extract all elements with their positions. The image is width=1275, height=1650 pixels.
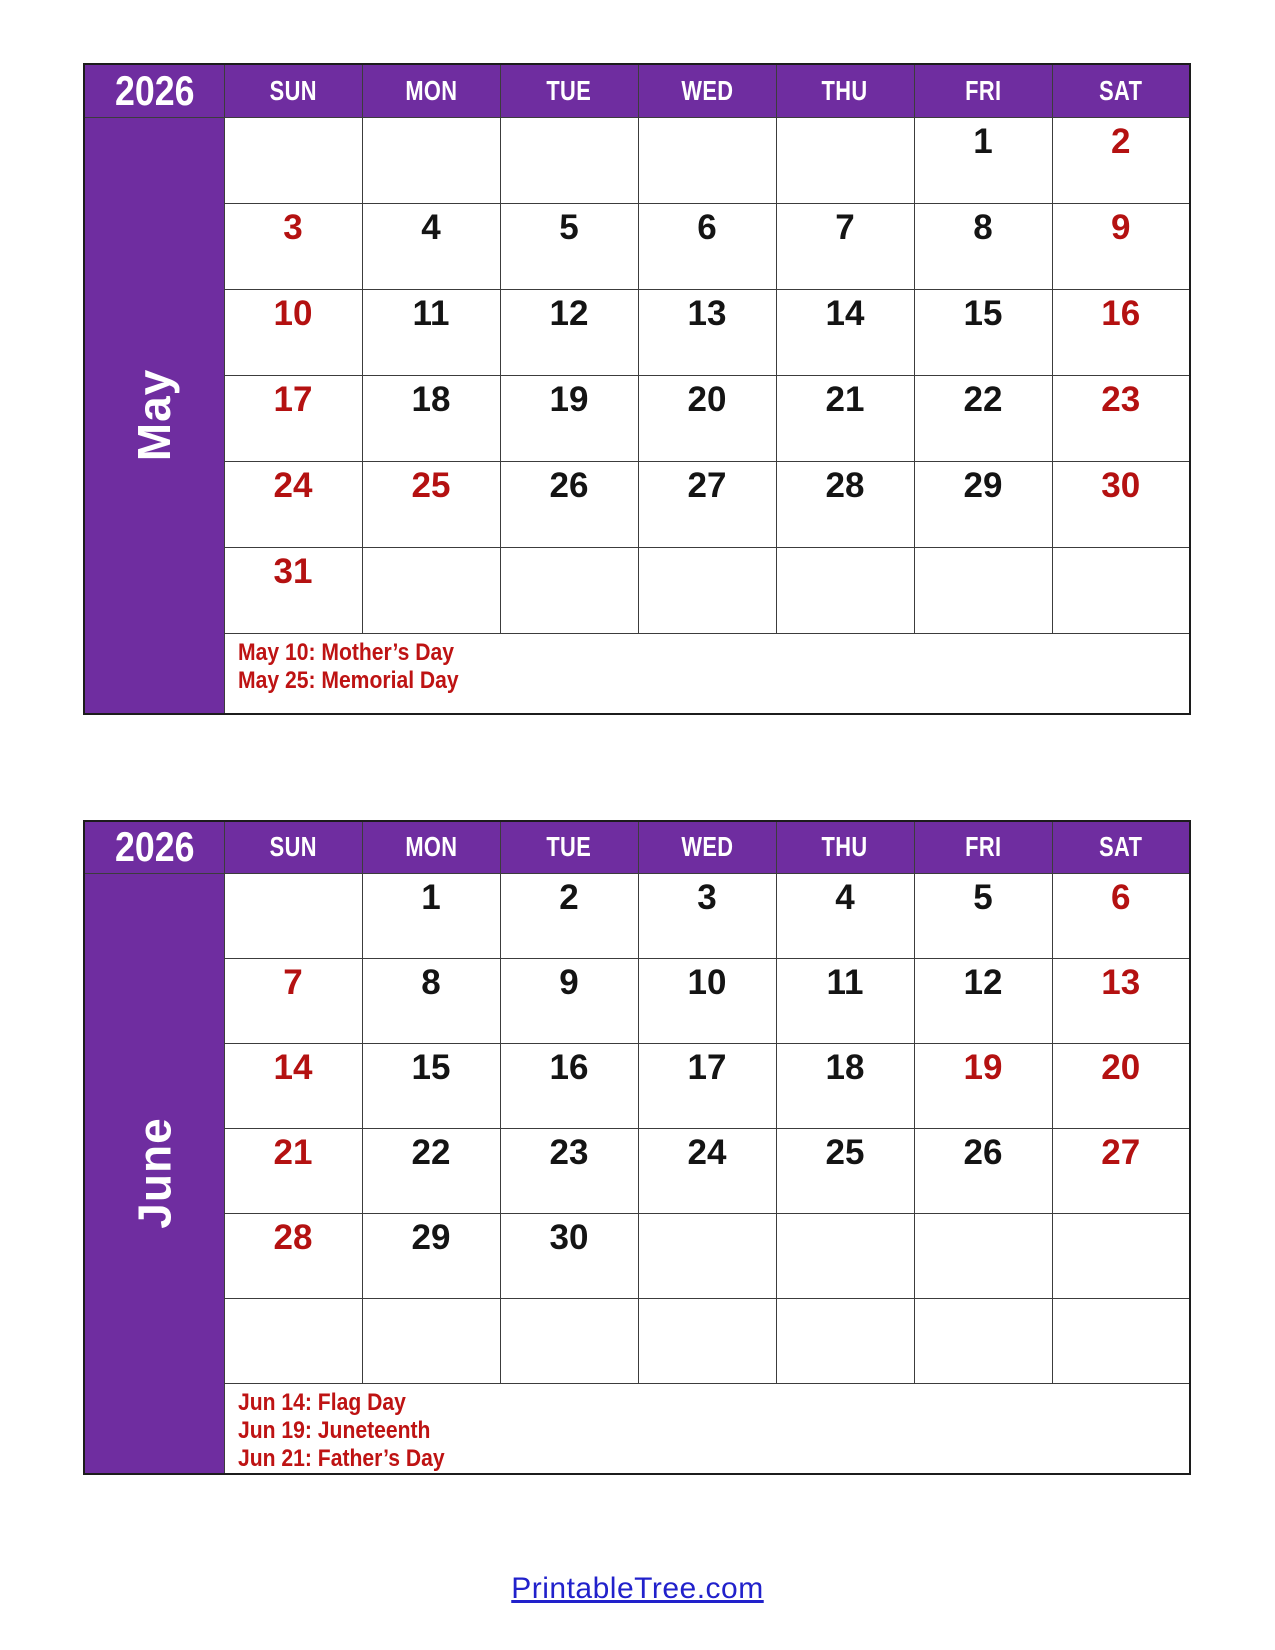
- may-2026-calendar: [83, 63, 1189, 715]
- day-header-tue: [500, 64, 638, 117]
- date-cell: 2: [1052, 117, 1190, 203]
- date-cell: [224, 1298, 362, 1383]
- date-cell: 29: [362, 1213, 500, 1298]
- date-cell: 31: [224, 547, 362, 633]
- week-row: [84, 1128, 1190, 1213]
- date-cell: 15: [914, 289, 1052, 375]
- day-header-label: FRI: [964, 74, 1002, 106]
- date-cell: 14: [776, 289, 914, 375]
- date-cell: [224, 117, 362, 203]
- date-cell: 8: [914, 203, 1052, 289]
- date-cell: 18: [362, 375, 500, 461]
- june-2026-calendar: [83, 820, 1189, 1475]
- date-cell: [776, 1213, 914, 1298]
- day-header-label: MON: [404, 74, 458, 106]
- date-cell: [776, 1298, 914, 1383]
- holiday-line: Jun 21: Father’s Day: [237, 1444, 445, 1472]
- day-header-tue: [500, 821, 638, 873]
- date-cell: 30: [1052, 461, 1190, 547]
- year-label: 2026: [114, 66, 194, 114]
- day-header-label: THU: [821, 831, 869, 863]
- page-footer: [0, 1572, 1275, 1606]
- date-cell: [362, 1298, 500, 1383]
- month-sidebar: [84, 873, 224, 1474]
- week-row: [84, 1043, 1190, 1128]
- date-cell: 28: [224, 1213, 362, 1298]
- date-cell: [638, 117, 776, 203]
- date-cell: 20: [1052, 1043, 1190, 1128]
- date-cell: 11: [362, 289, 500, 375]
- printabletree-link[interactable]: PrintableTree.com: [511, 1572, 764, 1605]
- week-row: [84, 289, 1190, 375]
- day-header-label: SAT: [1099, 831, 1143, 863]
- date-cell: 21: [776, 375, 914, 461]
- day-header-sat: [1052, 821, 1190, 873]
- date-cell: [914, 1298, 1052, 1383]
- date-cell: [638, 1213, 776, 1298]
- date-cell: 25: [362, 461, 500, 547]
- date-cell: 12: [500, 289, 638, 375]
- date-cell: 1: [914, 117, 1052, 203]
- day-header-fri: [914, 64, 1052, 117]
- day-header-label: TUE: [546, 831, 592, 863]
- date-cell: [914, 1213, 1052, 1298]
- date-cell: 9: [500, 958, 638, 1043]
- date-cell: [500, 1298, 638, 1383]
- date-cell: 15: [362, 1043, 500, 1128]
- date-cell: 10: [638, 958, 776, 1043]
- week-row: [84, 461, 1190, 547]
- date-cell: [500, 117, 638, 203]
- date-cell: [638, 1298, 776, 1383]
- date-cell: [224, 873, 362, 958]
- day-header-label: WED: [680, 831, 734, 863]
- day-header-label: TUE: [546, 74, 592, 106]
- day-header-sat: [1052, 64, 1190, 117]
- week-row: [84, 375, 1190, 461]
- june-calendar-table: [83, 820, 1191, 1475]
- holiday-notes-cell: [224, 633, 1190, 714]
- date-cell: [914, 547, 1052, 633]
- date-cell: 21: [224, 1128, 362, 1213]
- date-cell: [1052, 547, 1190, 633]
- date-cell: [1052, 1213, 1190, 1298]
- day-header-thu: [776, 64, 914, 117]
- date-cell: 16: [1052, 289, 1190, 375]
- week-row: [84, 117, 1190, 203]
- date-cell: [362, 547, 500, 633]
- day-header-label: SUN: [269, 74, 317, 106]
- date-cell: 4: [362, 203, 500, 289]
- date-cell: 7: [224, 958, 362, 1043]
- date-cell: 16: [500, 1043, 638, 1128]
- date-cell: [776, 117, 914, 203]
- may-calendar-table: [83, 63, 1191, 715]
- day-header-label: SUN: [269, 831, 317, 863]
- holiday-notes-cell: [224, 1383, 1190, 1474]
- day-header-thu: [776, 821, 914, 873]
- holiday-row: [84, 633, 1190, 714]
- week-row: [84, 958, 1190, 1043]
- date-cell: 6: [1052, 873, 1190, 958]
- date-cell: 25: [776, 1128, 914, 1213]
- day-header-label: MON: [404, 831, 458, 863]
- date-cell: 22: [362, 1128, 500, 1213]
- week-row: [84, 547, 1190, 633]
- date-cell: 20: [638, 375, 776, 461]
- day-header-sun: [224, 64, 362, 117]
- day-header-mon: [362, 64, 500, 117]
- date-cell: 3: [224, 203, 362, 289]
- date-cell: [362, 117, 500, 203]
- day-header-label: FRI: [964, 831, 1002, 863]
- date-cell: 1: [362, 873, 500, 958]
- week-row: [84, 203, 1190, 289]
- date-cell: 19: [500, 375, 638, 461]
- date-cell: 29: [914, 461, 1052, 547]
- date-cell: [1052, 1298, 1190, 1383]
- date-cell: 24: [638, 1128, 776, 1213]
- week-row: [84, 873, 1190, 958]
- header-row: [84, 64, 1190, 117]
- year-cell: [84, 821, 224, 873]
- holiday-line: May 10: Mother’s Day: [237, 638, 454, 666]
- day-header-label: SAT: [1099, 74, 1143, 106]
- date-cell: 19: [914, 1043, 1052, 1128]
- day-header-wed: [638, 821, 776, 873]
- day-header-label: THU: [821, 74, 869, 106]
- date-cell: [500, 547, 638, 633]
- date-cell: 14: [224, 1043, 362, 1128]
- date-cell: 12: [914, 958, 1052, 1043]
- date-cell: 10: [224, 289, 362, 375]
- date-cell: 11: [776, 958, 914, 1043]
- date-cell: 23: [500, 1128, 638, 1213]
- day-header-label: WED: [680, 74, 734, 106]
- holiday-line: May 25: Memorial Day: [237, 666, 459, 694]
- date-cell: 17: [224, 375, 362, 461]
- date-cell: 27: [638, 461, 776, 547]
- date-cell: 4: [776, 873, 914, 958]
- date-cell: 6: [638, 203, 776, 289]
- day-header-mon: [362, 821, 500, 873]
- date-cell: 26: [500, 461, 638, 547]
- holiday-line: Jun 19: Juneteenth: [237, 1416, 430, 1444]
- date-cell: 13: [1052, 958, 1190, 1043]
- date-cell: [776, 547, 914, 633]
- month-label: May: [128, 369, 181, 462]
- week-row: [84, 1213, 1190, 1298]
- year-label: 2026: [114, 823, 194, 871]
- date-cell: 22: [914, 375, 1052, 461]
- date-cell: 27: [1052, 1128, 1190, 1213]
- month-sidebar: [84, 117, 224, 714]
- date-cell: 7: [776, 203, 914, 289]
- day-header-wed: [638, 64, 776, 117]
- month-label: June: [128, 1117, 181, 1229]
- day-header-fri: [914, 821, 1052, 873]
- day-header-sun: [224, 821, 362, 873]
- date-cell: 23: [1052, 375, 1190, 461]
- date-cell: 3: [638, 873, 776, 958]
- date-cell: 5: [914, 873, 1052, 958]
- week-row: [84, 1298, 1190, 1383]
- date-cell: [638, 547, 776, 633]
- date-cell: 18: [776, 1043, 914, 1128]
- holiday-line: Jun 14: Flag Day: [237, 1388, 406, 1416]
- date-cell: 24: [224, 461, 362, 547]
- date-cell: 13: [638, 289, 776, 375]
- date-cell: 2: [500, 873, 638, 958]
- date-cell: 28: [776, 461, 914, 547]
- header-row: [84, 821, 1190, 873]
- date-cell: 30: [500, 1213, 638, 1298]
- holiday-row: [84, 1383, 1190, 1474]
- date-cell: 17: [638, 1043, 776, 1128]
- date-cell: 5: [500, 203, 638, 289]
- date-cell: 9: [1052, 203, 1190, 289]
- date-cell: 8: [362, 958, 500, 1043]
- year-cell: [84, 64, 224, 117]
- date-cell: 26: [914, 1128, 1052, 1213]
